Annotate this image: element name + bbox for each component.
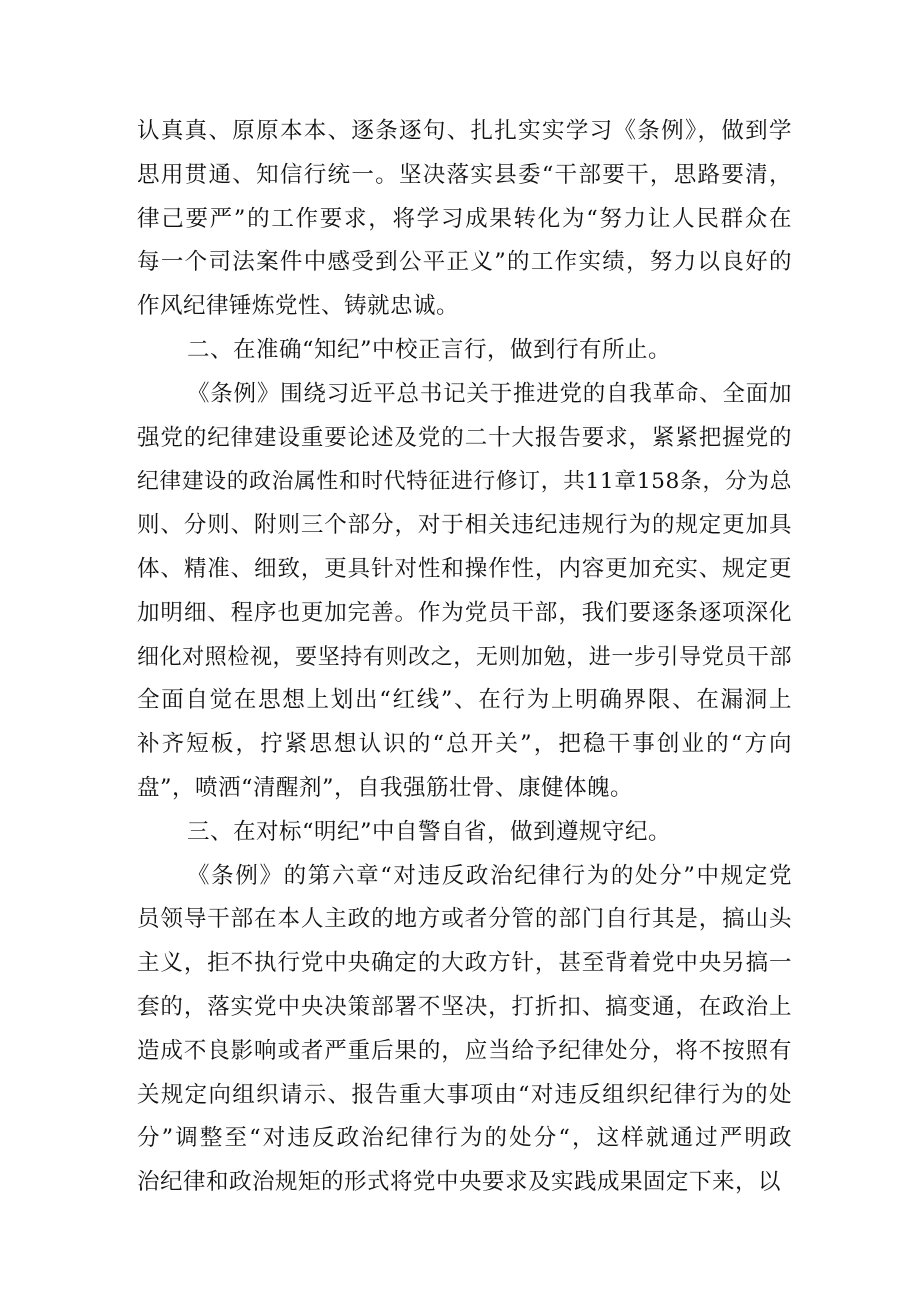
body-paragraph: [137, 373, 792, 811]
text-line: 主义，拒不执行党中央确定的大政方针，甚至背着党中央另搞一: [137, 950, 792, 977]
text-line: 二、在准确“知纪”中校正言行，做到行有所止。: [187, 336, 672, 363]
text-line: 体、精准、细致，更具针对性和操作性，内容更加充实、规定更: [137, 555, 792, 582]
text-line: 套的，落实党中央决策部署不坚决，打折扣、搞变通，在政治上: [137, 993, 792, 1020]
text-line: 加明细、程序也更加完善。作为党员干部，我们要逐条逐项深化: [137, 599, 792, 626]
text-line: 认真真、原原本本、逐条逐句、扎扎实实学习《条例》，做到学: [137, 118, 792, 144]
text-line: 关规定向组织请示、报告重大事项由“对违反组织纪律行为的处: [137, 1081, 792, 1108]
text-line: 员领导干部在本人主政的地方或者分管的部门自行其是，搞山头: [137, 906, 792, 933]
section-heading: [137, 329, 792, 373]
text-line: 《条例》围绕习近平总书记关于推进党的自我革命、全面加: [187, 380, 792, 407]
text-line: 强党的纪律建设重要论述及党的二十大报告要求，紧紧把握党的: [137, 424, 792, 451]
text-line: 细化对照检视，要坚持有则改之，无则加勉，进一步引导党员干部: [137, 644, 792, 670]
body-paragraph: [137, 110, 792, 329]
text-line: 全面自觉在思想上划出“红线”、在行为上明确界限、在漏洞上: [137, 687, 792, 714]
text-line: 每一个司法案件中感受到公平正义”的工作实绩，努力以良好的: [137, 249, 792, 276]
text-line: 则、分则、附则三个部分，对于相关违纪违规行为的规定更加具: [137, 512, 792, 539]
text-line: 补齐短板，拧紧思想认识的“总开关”，把稳干事创业的“方向: [137, 731, 792, 758]
text-line: 纪律建设的政治属性和时代特征进行修订，共11章158条，分为总: [137, 469, 792, 495]
text-line: 三、在对标“明纪”中自警自省，做到遵规守纪。: [187, 818, 672, 845]
text-line: 思用贯通、知信行统一。坚决落实县委“干部要干，思路要清，: [137, 161, 792, 188]
body-paragraph: [137, 855, 792, 1205]
text-line: 治纪律和政治规矩的形式将党中央要求及实践成果固定下来，以: [137, 1169, 782, 1196]
text-line: 《条例》的第六章“对违反政治纪律行为的处分”中规定党: [187, 862, 792, 889]
text-line: 盘”，喷洒“清醒剂”，自我强筋壮骨、康健体魄。: [137, 774, 634, 801]
text-line: 分”调整至“对违反政治纪律行为的处分“，这样就通过严明政: [137, 1125, 792, 1152]
text-line: 作风纪律锤炼党性、铸就忠诚。: [137, 293, 460, 320]
section-heading: [137, 811, 792, 855]
text-line: 律己要严”的工作要求，将学习成果转化为“努力让人民群众在: [137, 205, 792, 232]
text-line: 造成不良影响或者严重后果的，应当给予纪律处分，将不按照有: [137, 1037, 792, 1064]
document-body: [137, 110, 792, 1205]
